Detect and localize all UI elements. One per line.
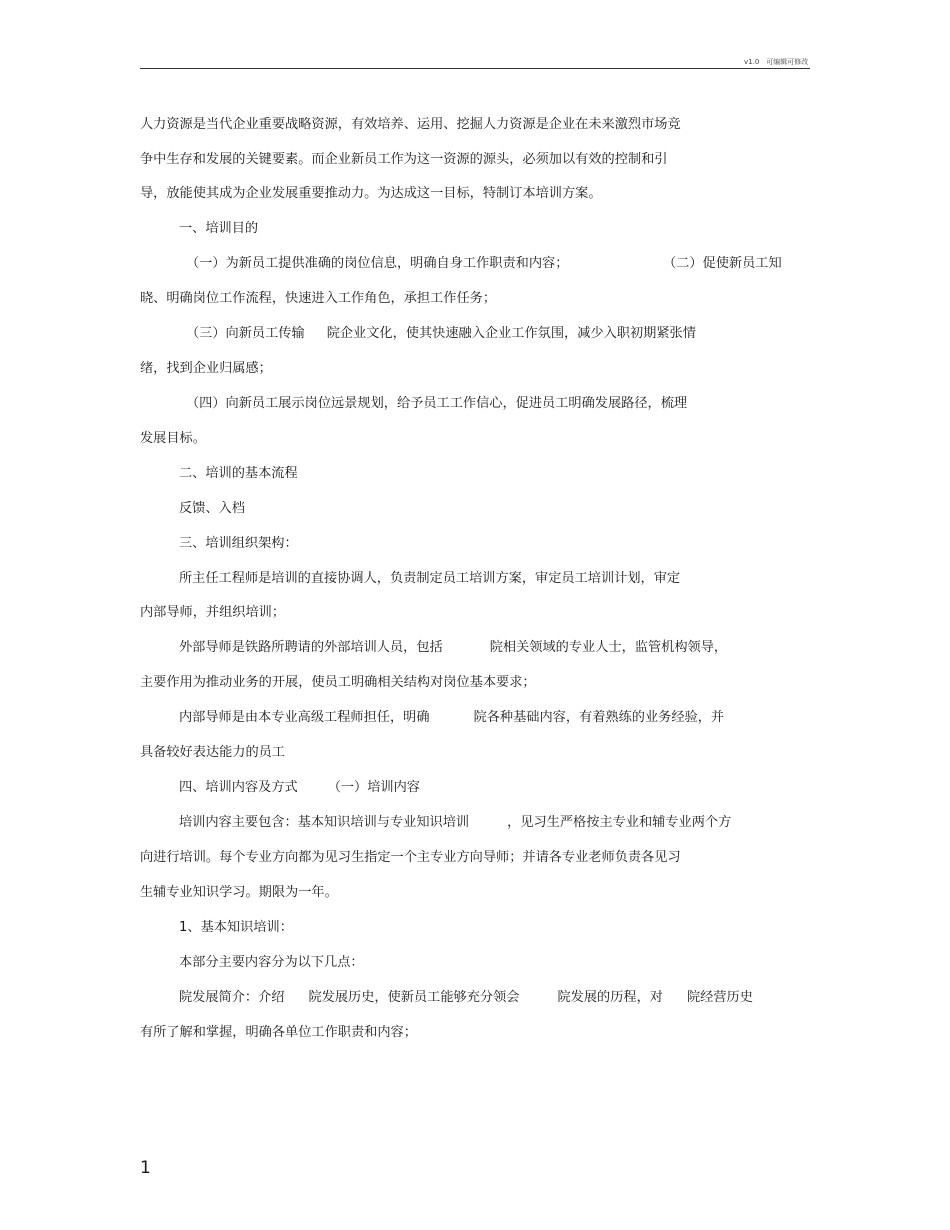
paragraph-line: 人力资源是当代企业重要战略资源，有效培养、运用、挖掘人力资源是企业在未来激烈市场竞 bbox=[140, 117, 681, 132]
text-segment: 内部导师是由本专业高级工程师担任，明确 bbox=[179, 710, 430, 725]
text-segment: 院经营历史 bbox=[687, 990, 753, 1005]
paragraph-line: 争中生存和发展的关键要素。而企业新员工作为这一资源的源头，必须加以有效的控制和引 bbox=[140, 152, 668, 167]
section-heading: 三、培训组织架构： bbox=[179, 536, 298, 551]
text-segment: 培训内容主要包含：基本知识培训与专业知识培训 bbox=[179, 815, 470, 830]
paragraph-line bbox=[186, 256, 568, 272]
text-segment: 院企业文化，使其快速融入企业工作氛围，减少入职初期紧张情 bbox=[326, 326, 696, 341]
page-number: 1 bbox=[140, 1158, 151, 1178]
paragraph-line: 具备较好表达能力的员工 bbox=[140, 745, 286, 760]
paragraph-line bbox=[179, 640, 727, 656]
paragraph-line: 绪，找到企业归属感； bbox=[140, 361, 272, 376]
paragraph-line: 反馈、入档 bbox=[179, 501, 245, 516]
text-segment: 院发展的历程，对 bbox=[557, 990, 663, 1005]
text-segment: （一）为新员工提供准确的岗位信息，明确自身工作职责和内容； bbox=[186, 256, 569, 271]
paragraph-line bbox=[179, 990, 753, 1006]
paragraph-line: 向进行培训。每个专业方向都为见习生指定一个主专业方向导师；并请各专业老师负责各见习 bbox=[140, 850, 681, 865]
paragraph-line: 导，放能使其成为企业发展重要推动力。为达成这一目标，特制订本培训方案。 bbox=[140, 186, 602, 201]
text-segment: 四、培训内容及方式 bbox=[179, 780, 298, 795]
paragraph-line: 主要作用为推动业务的开展，使员工明确相关结构对岗位基本要求； bbox=[140, 675, 536, 690]
paragraph-line: 本部分主要内容分为以下几点： bbox=[179, 955, 364, 970]
text-segment: （一）培训内容 bbox=[327, 780, 420, 795]
section-heading bbox=[179, 780, 420, 796]
paragraph-line bbox=[186, 326, 696, 342]
paragraph-line: 发展目标。 bbox=[140, 431, 206, 446]
paragraph-line: 所主任工程师是培训的直接协调人，负责制定员工培训方案，审定员工培训计划，审定 bbox=[179, 571, 681, 586]
section-heading: 1、基本知识培训： bbox=[179, 920, 293, 935]
paragraph-line: 内部导师，并组织培训； bbox=[140, 605, 286, 620]
paragraph-line bbox=[179, 815, 731, 831]
text-segment: 外部导师是铁路所聘请的外部培训人员，包括 bbox=[179, 640, 443, 655]
text-segment: 院发展简介：介绍 bbox=[179, 990, 285, 1005]
text-segment: ，见习生严格按主专业和辅专业两个方 bbox=[507, 815, 732, 830]
header-divider bbox=[140, 68, 810, 69]
text-segment: 院相关领域的专业人士，监管机构领导， bbox=[489, 640, 728, 655]
paragraph-line: 晓、明确岗位工作流程，快速进入工作角色，承担工作任务； bbox=[140, 291, 497, 306]
paragraph-line: （四）向新员工展示岗位远景规划，给予员工工作信心，促进员工明确发展路径，梳理 bbox=[186, 396, 688, 411]
text-segment: 院发展历史，使新员工能够充分领会 bbox=[308, 990, 520, 1005]
page-header-note: v1.0 可编辑可修改 bbox=[744, 58, 809, 66]
paragraph-line: 生辅专业知识学习。期限为一年。 bbox=[140, 885, 338, 900]
paragraph-line: （二）促使新员工知 bbox=[663, 256, 782, 271]
paragraph-line: 有所了解和掌握，明确各单位工作职责和内容； bbox=[140, 1025, 417, 1040]
section-heading: 二、培训的基本流程 bbox=[179, 466, 298, 481]
text-segment: 院各种基础内容，有着熟练的业务经验，并 bbox=[473, 710, 725, 725]
section-heading: 一、培训目的 bbox=[179, 221, 259, 236]
paragraph-line bbox=[179, 710, 724, 726]
text-segment: （三）向新员工传输 bbox=[186, 326, 305, 341]
